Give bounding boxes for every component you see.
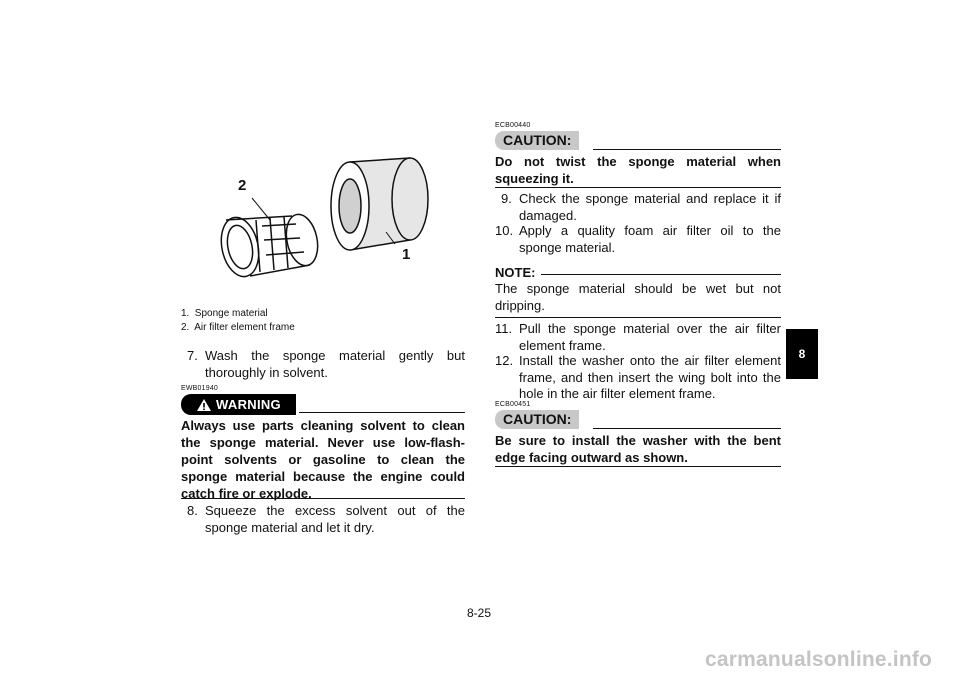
step-text: Check the sponge material and replace it if damaged. [519,191,781,223]
caution-rule-bottom [495,466,781,467]
warning-label: WARNING [216,397,281,412]
air-filter-figure [200,140,440,305]
air-filter-illustration [200,140,440,305]
note-rule-bottom [495,317,781,318]
caution-text: Be sure to install the washer with the bent edge facing outward as shown. [495,433,781,465]
caution-code: ECB00451 [495,401,531,408]
caption-item: 1. Sponge material [181,308,268,319]
callout-2: 2 [238,177,247,194]
caution-rule-top [593,149,781,150]
caution-text: Do not twist the sponge material when squeezing it. [495,154,781,186]
callout-1: 1 [402,246,411,263]
note-label: NOTE: [495,265,536,280]
step-10 [495,223,781,256]
caution-badge: CAUTION: [495,131,579,150]
warning-triangle-icon [196,398,212,412]
warning-rule-bottom [181,498,465,499]
warning-badge [181,394,296,415]
caution-badge: CAUTION: [495,410,579,429]
caution-code: ECB00440 [495,122,531,129]
warning-code: EWB01940 [181,385,219,392]
step-text: Apply a quality foam air filter oil to the sponge material. [519,223,781,255]
step-8 [181,503,465,536]
step-text: Pull the sponge material over the air filter element frame. [519,321,781,353]
watermark: carmanualsonline.info [705,648,933,671]
step-text: Squeeze the excess solvent out of the sponge material and let it dry. [205,503,465,535]
caption-item: 2. Air filter element frame [181,322,295,333]
air-filter-element-frame [216,211,322,280]
step-11 [495,321,781,354]
step-number: 11. [495,321,513,336]
caution-rule-top [593,428,781,429]
figure-caption [181,307,295,335]
chapter-tab: 8 [786,329,818,379]
step-9 [495,191,781,224]
step-text: Install the washer onto the air filter element frame, and then insert the wing bolt into the hole in the air filter element frame. [519,353,781,401]
caution-rule-bottom [495,187,781,188]
step-number: 8. [187,503,198,518]
step-number: 10. [495,223,514,238]
warning-rule-top [299,412,465,413]
step-7 [181,348,465,381]
page-number: 8-25 [467,606,492,620]
sponge-material [331,158,428,250]
step-12 [495,353,781,403]
warning-text: Always use parts cleaning solvent to clean the sponge material. Never use low-flash-point solvents or gasoline to clean the sponge material because the engine could catch fire or explode. [181,418,465,501]
note-text: The sponge material should be wet but not dripping. [495,281,781,313]
callout-line-2 [252,198,270,220]
step-text: Wash the sponge material gently but thoroughly in solvent. [205,348,465,380]
step-number: 9. [501,191,512,206]
step-number: 7. [187,348,198,363]
step-number: 12. [495,353,514,368]
note-rule-top [541,274,781,275]
